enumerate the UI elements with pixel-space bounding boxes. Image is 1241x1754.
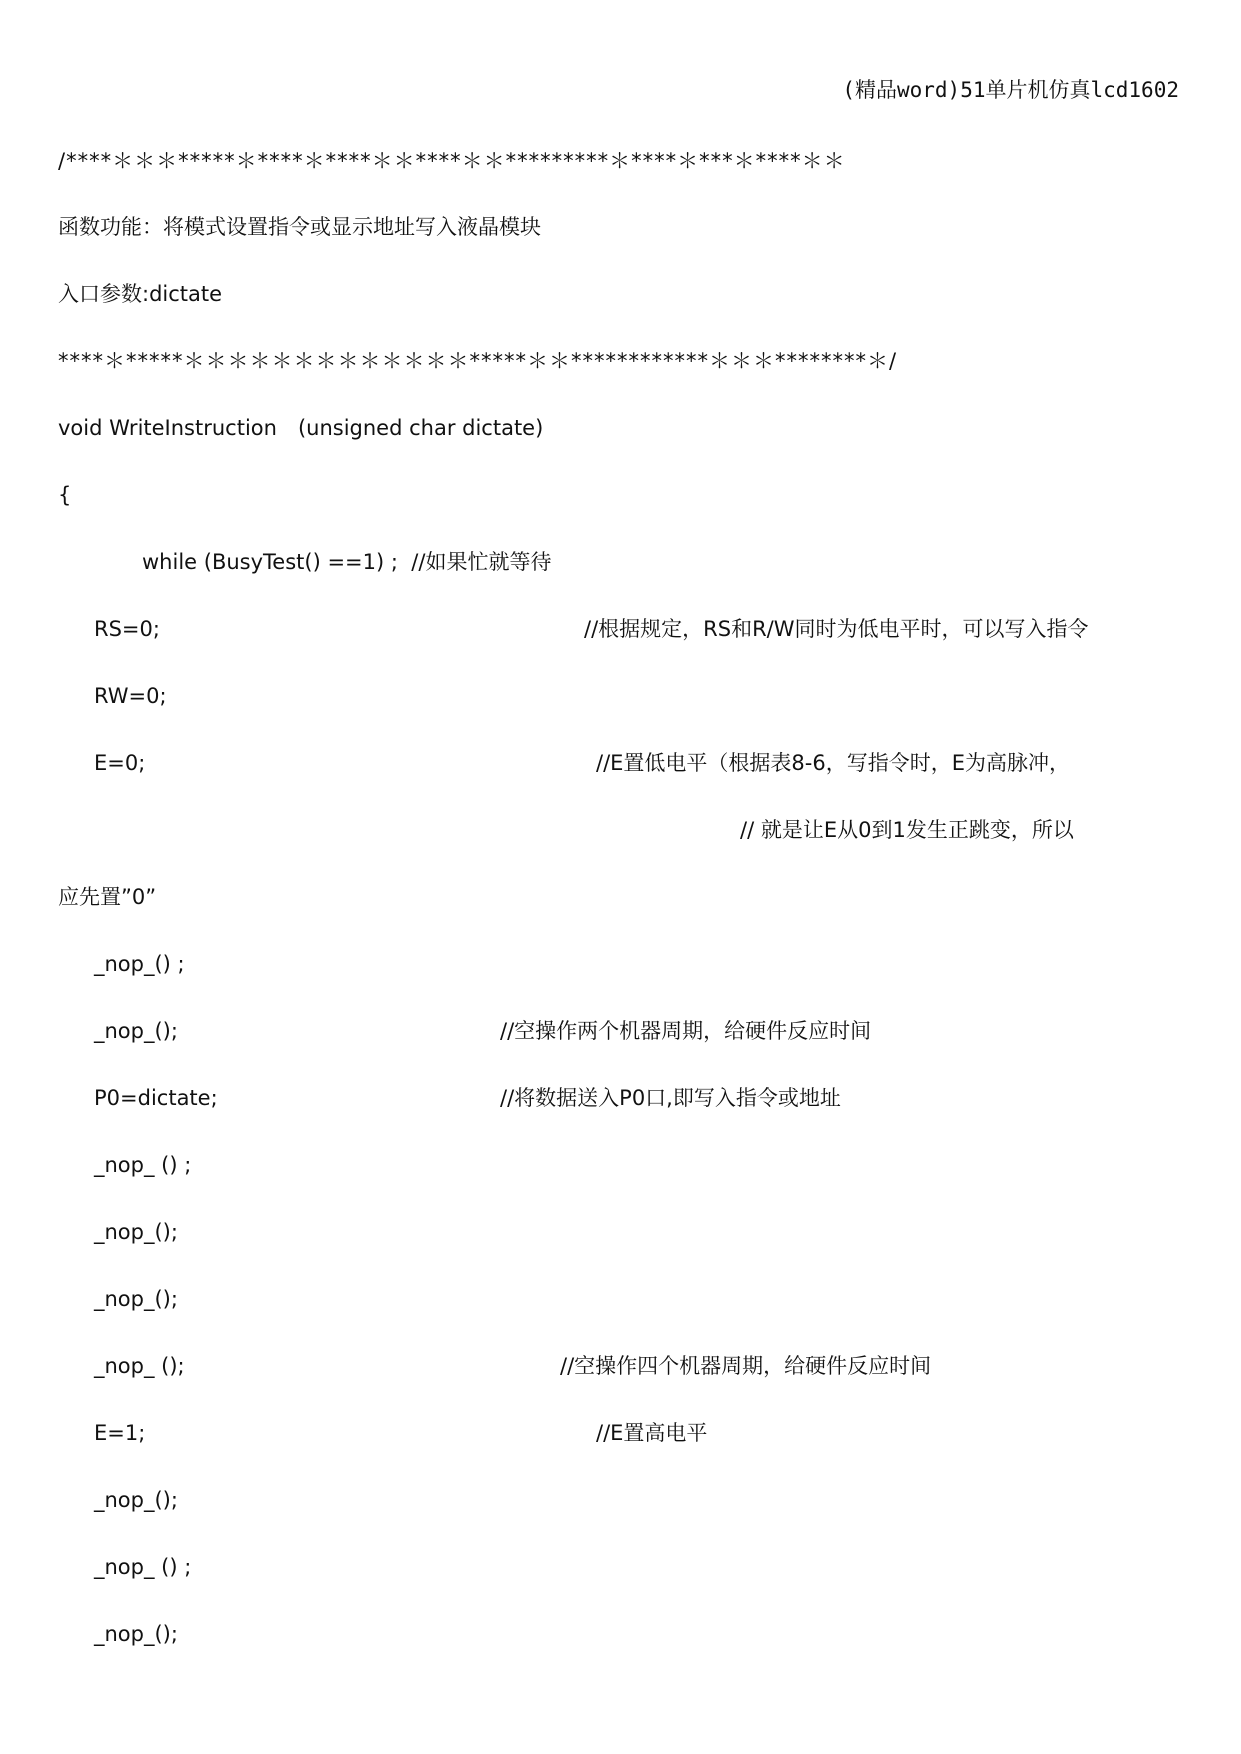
nop-two-cycles-comment: //空操作两个机器周期，给硬件反应时间 (500, 1019, 872, 1043)
p0-assignment: P0=dictate; (94, 1086, 218, 1110)
p0-comment: //将数据送入P0口,即写入指令或地址 (500, 1086, 841, 1110)
nop-line-7: _nop_(); (94, 1488, 178, 1512)
nop-four-cycles-comment: //空操作四个机器周期，给硬件反应时间 (560, 1354, 932, 1378)
function-description: 函数功能：将模式设置指令或显示地址写入液晶模块 (58, 215, 541, 239)
nop-line-1: _nop_() ; (94, 952, 185, 976)
e-low-comment-wrap: 应先置”0” (58, 885, 157, 909)
nop-line-5: _nop_(); (94, 1287, 178, 1311)
e-high-assignment: E=1; (94, 1421, 146, 1445)
nop-line-3: _nop_ () ; (94, 1153, 192, 1177)
e-high-comment: //E置高电平 (596, 1421, 708, 1445)
open-brace: { (58, 483, 72, 507)
comment-block-bottom-border: ****＊*****＊＊＊＊＊＊＊＊＊＊＊＊＊*****＊＊************＊＊＊********＊/ (58, 349, 898, 373)
nop-line-2: _nop_(); (94, 1019, 178, 1043)
e-low-assignment: E=0; (94, 751, 146, 775)
function-signature: void WriteInstruction (unsigned char dictate) (58, 416, 544, 440)
nop-line-8: _nop_ () ; (94, 1555, 192, 1579)
rw-assignment: RW=0; (94, 684, 167, 708)
while-busy-line: while (BusyTest() ==1) ; //如果忙就等待 (142, 550, 552, 574)
nop-line-6: _nop_ (); (94, 1354, 185, 1378)
nop-line-9: _nop_(); (94, 1622, 178, 1646)
entry-parameter: 入口参数:dictate (58, 282, 223, 306)
e-low-comment: //E置低电平（根据表8-6，写指令时，E为高脉冲， (596, 751, 1070, 775)
nop-line-4: _nop_(); (94, 1220, 178, 1244)
rs-assignment: RS=0; (94, 617, 160, 641)
page-header-title: (精品word)51单片机仿真lcd1602 (842, 78, 1179, 102)
rs-comment: //根据规定，RS和R/W同时为低电平时，可以写入指令 (584, 617, 1089, 641)
comment-block-top-border: /****＊＊＊*****＊****＊****＊＊****＊＊*********＊****＊***＊****＊＊ (58, 149, 846, 173)
e-low-comment-continued: // 就是让E从0到1发生正跳变，所以 (740, 818, 1074, 842)
